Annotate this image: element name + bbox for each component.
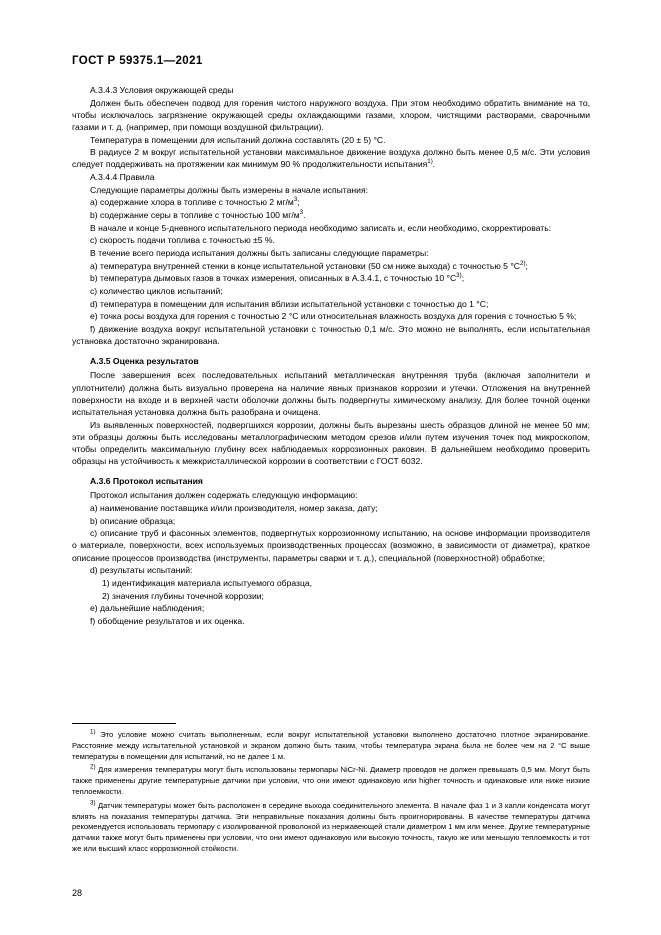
paragraph-specimen-cutting: Из выявленных поверхностей, подвергшихся коррозии, должны быть вырезаны шесть образцов длиной не менее 50 мм; эти образцы должны быть исследованы металлографическим методом срезов и/или путем изучения точек под микроскопом, чтобы определить максимальную глубину всех наблюдаемых коррозионных раковин. В дальнейшем необходимо проверить образцы на устойчивость к межкристаллической коррозии в соответствии с ГОСТ 6032. <box>72 419 590 467</box>
list-item-a-chlorine-text: a) содержание хлора в топливе с точностью 2 мг/м <box>90 197 294 208</box>
footnote-3 <box>72 801 590 855</box>
list-item-b-sulfur-text: b) содержание серы в топливе с точностью 100 мг/м <box>90 210 300 221</box>
paragraph-recorded-params: В течение всего периода испытания должны быть записаны следующие параметры: <box>90 248 429 259</box>
list-item-a-chlorine <box>72 196 590 208</box>
footnote-ref-3: 3) <box>456 272 462 280</box>
paragraph-air-movement-text: В радиусе 2 м вокруг испытательной установки максимальное движение воздуха должно быть менее 0,5 м/с. Эти условия следует поддерживать на протяжении как минимум 90 % продолжительности испытания <box>72 147 590 170</box>
footnote-area <box>72 730 590 858</box>
list-item-a-chlorine-tail: ; <box>297 197 300 208</box>
list-item-c-cycles: c) количество циклов испытаний; <box>90 286 223 296</box>
page-content <box>72 84 590 628</box>
superscript-cubic-1: 3 <box>293 196 298 204</box>
list-item-b-flue-gas-temp <box>72 272 590 284</box>
paragraph-air-movement <box>72 146 590 170</box>
page-number: 28 <box>72 888 83 898</box>
footnote-ref-2: 2) <box>520 259 526 267</box>
list-item-b-flue-gas-temp-text: b) температура дымовых газов в точках измерения, описанных в А.3.4.1, с точностью 10 °С <box>90 273 457 284</box>
paragraph-room-temperature: Температура в помещении для испытаний должна составлять (20 ± 5) °С. <box>90 134 386 145</box>
list-item-d-room-temp: d) температура в помещении для испытания вблизи испытательной установки с точностью до 1 °С; <box>90 298 489 309</box>
superscript-cubic-2: 3 <box>299 209 304 217</box>
paragraph-five-day-period: В начале и конце 5-дневного испытательного периода необходимо записать и, если необходимо, скорректировать: <box>90 222 552 233</box>
page-header: ГОСТ Р 59375.1—2021 <box>72 55 203 67</box>
report-item-b: b) описание образца; <box>90 515 176 526</box>
heading-a344: А.3.4.4 Правила <box>90 172 155 183</box>
heading-a36: А.3.6 Протокол испытания <box>90 476 203 487</box>
footnote-2-text: Для измерения температуры могут быть использованы термопары NiCr-Ni. Диаметр проводов не должен превышать 0,5 мм. Могут быть также применены другие температурные датчики при условии, что они имеют одинаковую или higher точность и одинаковые или ниже низкие теплоемкости. <box>72 765 590 796</box>
paragraph-params-start: Следующие параметры должны быть измерены в начале испытания: <box>90 184 369 195</box>
list-item-b-sulfur-tail: . <box>303 210 306 221</box>
heading-a343: А.3.4.3 Условия окружающей среды <box>90 85 234 95</box>
list-item-c-fuel-rate: c) скорость подачи топлива с точностью ±5 %. <box>90 235 275 246</box>
list-item-e-dew-point: e) точка росы воздуха для горения с точностью 2 °С или относительная влажность воздуха для горения с точностью 5 %; <box>90 311 577 322</box>
paragraph-report-intro: Протокол испытания должен содержать следующую информацию: <box>90 490 358 501</box>
list-item-a-wall-temp <box>72 260 590 272</box>
paragraph-visual-inspection: После завершения всех последовательных испытаний металлическая внутренняя труба (включая заполнители и уплотнители) должна быть визуально проверена на наличие явных признаков коррозии и утечки. Отложения на внутренней поверхности на входе и в верхней части оболочки должны быть подвергнуты химическому анализу. Для более точной оценки испытательная установка должна быть разобрана и очищена. <box>72 370 590 417</box>
footnote-2 <box>72 765 590 797</box>
report-item-a: a) наименование поставщика и/или производителя, номер заказа, дату; <box>90 503 378 513</box>
list-item-a-wall-temp-text: a) температура внутренней стенки в конце испытательной установки (50 см ниже выхода) с точностью 5 °С <box>90 260 520 271</box>
list-item-b-sulfur <box>72 209 590 221</box>
footnote-2-marker: 2) <box>90 763 96 771</box>
report-item-e: e) дальнейшие наблюдения; <box>90 603 205 614</box>
heading-a35: А.3.5 Оценка результатов <box>90 356 199 367</box>
report-item-d1: 1) идентификация материала испытуемого образца, <box>102 577 313 588</box>
footnote-divider <box>72 723 176 724</box>
footnote-1-marker: 1) <box>90 728 96 736</box>
footnote-3-marker: 3) <box>90 799 96 807</box>
paragraph-air-supply: Должен быть обеспечен подвод для горения чистого наружного воздуха. При этом необходимо обратить внимание на то, чтобы исключалось загрязнение окружающей среды охлаждающими газами, хлором, чистящими растворами, сварочными газами и т. д. (например, при помощи воздушной фильтрации). <box>72 97 590 132</box>
report-item-d2: 2) значения глубины точечной коррозии; <box>102 590 264 601</box>
footnote-1-text: Это условие можно считать выполненным, если вокруг испытательной установки выполнено достаточно плотное экранирование. Расстояние между испытательной установкой и экраном должно быть таким, чтобы температура экрана была не более чем на 2 °С выше температуры в помещении для испытаний, но не далее 1 м. <box>72 730 590 761</box>
list-item-b-flue-gas-temp-tail: ; <box>461 273 465 284</box>
paragraph-air-movement-tail: . <box>432 159 436 170</box>
footnote-1 <box>72 730 590 762</box>
report-item-d: d) результаты испытаний: <box>90 565 193 576</box>
report-item-c: c) описание труб и фасонных элементов, подвергнутых коррозионному испытанию, на основе информации производителя о материале, поверхности, всех используемых производственных процессах (возможно, в зависимости от диаметра), краткое описание процессов производства (инструменты, параметры сварки и т. д.), специальной (поверхностной) обработке; <box>72 528 590 563</box>
list-item-f-air-movement: f) движение воздуха вокруг испытательной установки с точностью 0,1 м/с. Это можно не выполнять, если испытательная установка достаточно экранирована. <box>72 323 590 347</box>
report-item-f: f) обобщение результатов и их оценка. <box>90 615 245 626</box>
list-item-a-wall-temp-tail: ; <box>525 260 528 271</box>
footnote-ref-1: 1) <box>427 158 433 166</box>
footnote-3-text: Датчик температуры может быть расположен в середине выхода соединительного элемента. В начале фаз 1 и 3 капли конденсата могут влиять на показания температуры датчика. Эти неправильные показания должны быть проигнорированы. В качестве температуры датчика рекомендуется использовать термопару с изолированной проволокой из нержавеющей стали диаметром 1 мм или менее. Другие температурные датчики также могут быть применены при условии, что они имеют одинаковую или высокую точность, такую же или меньшую теплоемкость и тот же или высший класс коррозионной стойкости. <box>72 800 590 853</box>
